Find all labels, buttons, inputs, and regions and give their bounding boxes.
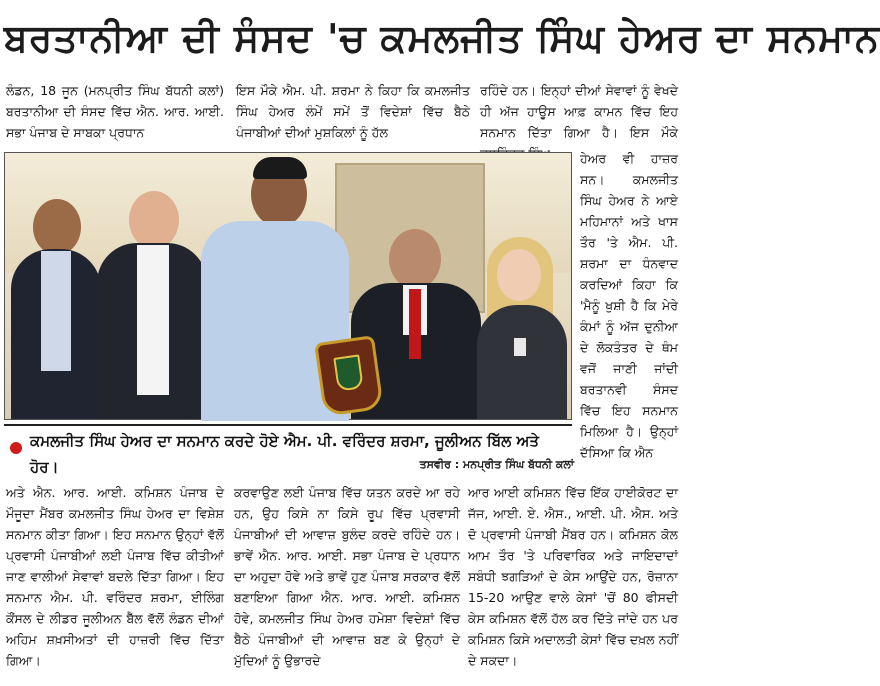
article-column-top-middle bbox=[236, 80, 470, 148]
photo-caption bbox=[4, 424, 572, 480]
article-column-bottom-middle bbox=[234, 482, 460, 680]
article-text: ਹੇਅਰ ਵੀ ਹਾਜ਼ਰ ਸਨ। ਕਮਲਜੀਤ ਸਿੰਘ ਹੇਅਰ ਨੇ ਆਏ ਮਹਿਮਾਨਾਂ ਅਤੇ ਖਾਸ ਤੌਰ 'ਤੇ ਐਮ. ਪੀ. ਸ਼ਰਮਾ ਦਾ ਧੰਨਵਾਦ ਕਰਦਿਆਂ ਕਿਹਾ ਕਿ 'ਮੈਨੂੰ ਖੁਸ਼ੀ ਹੈ ਕਿ ਮੇਰੇ ਕੰਮਾਂ ਨੂੰ ਅੱਜ ਦੁਨੀਆ ਦੇ ਲੋਕਤੰਤਰ ਦੇ ਥੰਮ ਵਜੋਂ ਜਾਣੀ ਜਾਂਦੀ ਬਰਤਾਨਵੀ ਸੰਸਦ ਵਿੱਚ ਇਹ ਸਨਮਾਨ ਮਿਲਿਆ ਹੈ। ਉਨ੍ਹਾਂ ਦੱਸਿਆ ਕਿ ਐਨ bbox=[580, 151, 678, 460]
article-column-top-left bbox=[6, 80, 224, 148]
article-column-top-right bbox=[480, 80, 678, 148]
article-text: ਅਤੇ ਐਨ. ਆਰ. ਆਈ. ਕਮਿਸ਼ਨ ਪੰਜਾਬ ਦੇ ਮੌਜੂਦਾ ਮੈਂਬਰ ਕਮਲਜੀਤ ਸਿੰਘ ਹੇਅਰ ਦਾ ਵਿਸ਼ੇਸ਼ ਸਨਮਾਨ ਕੀਤਾ ਗਿਆ। ਇਹ ਸਨਮਾਨ ਉਨ੍ਹਾਂ ਵੱਲੋਂ ਪ੍ਰਵਾਸੀ ਪੰਜਾਬੀਆਂ ਲਈ ਪੰਜਾਬ ਵਿੱਚ ਕੀਤੀਆਂ ਜਾਣ ਵਾਲੀਆਂ ਸੇਵਾਵਾਂ ਬਦਲੇ ਦਿੱਤਾ ਗਿਆ। ਇਹ ਸਨਮਾਨ ਐਮ. ਪੀ. ਵਰਿੰਦਰ ਸ਼ਰਮਾ, ਈਲਿੰਗ ਕੌਂਸਲ ਦੇ ਲੀਡਰ ਜੂਲੀਅਨ ਬੈੱਲ ਵੱਲੋਂ ਲੰਡਨ ਦੀਆਂ ਅਹਿਮ ਸ਼ਖ਼ਸੀਅਤਾਂ ਦੀ ਹਾਜ਼ਰੀ ਵਿੱਚ ਦਿੱਤਾ ਗਿਆ। bbox=[6, 485, 224, 668]
portcullis-crest-icon bbox=[333, 354, 363, 391]
caption-text: ਕਮਲਜੀਤ ਸਿੰਘ ਹੇਅਰ ਦਾ ਸਨਮਾਨ ਕਰਦੇ ਹੋਏ ਐਮ. ਪੀ. ਵਰਿੰਦਰ ਸ਼ਰਮਾ, ਜੂਲੀਅਨ ਬਿੱਲ ਅਤੇ ਹੋਰ। bbox=[30, 432, 539, 476]
article-text: ਲੰਡਨ, 18 ਜੂਨ (ਮਨਪ੍ਰੀਤ ਸਿੰਘ ਬੱਧਨੀ ਕਲਾਂ) ਬਰਤਾਨੀਆ ਦੀ ਸੰਸਦ ਵਿੱਚ ਐਨ. ਆਰ. ਆਈ. ਸਭਾ ਪੰਜਾਬ ਦੇ ਸਾਬਕਾ ਪ੍ਰਧਾਨ bbox=[6, 83, 224, 140]
headline: ਬਰਤਾਨੀਆ ਦੀ ਸੰਸਦ 'ਚ ਕਮਲਜੀਤ ਸਿੰਘ ਹੇਅਰ ਦਾ ਸਨਮਾਨ bbox=[4, 16, 880, 60]
photo-person-5 bbox=[473, 237, 569, 419]
award-plaque bbox=[314, 335, 384, 417]
article-text: ਰਹਿੰਦੇ ਹਨ। ਇਨ੍ਹਾਂ ਦੀਆਂ ਸੇਵਾਵਾਂ ਨੂੰ ਵੇਖਦੇ ਹੀ ਅੱਜ ਹਾਊਸ ਆਫ਼ ਕਾਮਨ ਵਿੱਚ ਇਹ ਸਨਮਾਨ ਦਿੱਤਾ ਗਿਆ ਹੈ। ਇਸ ਮੌਕੇ bbox=[480, 83, 678, 140]
caption-bullet-icon bbox=[10, 442, 22, 454]
article-column-bottom-right bbox=[468, 482, 678, 680]
article-text: ਕਰਵਾਉਣ ਲਈ ਪੰਜਾਬ ਵਿੱਚ ਯਤਨ ਕਰਦੇ ਆ ਰਹੇ ਹਨ, ਉਹ ਕਿਸੇ ਨਾ ਕਿਸੇ ਰੂਪ ਵਿੱਚ ਪ੍ਰਵਾਸੀ ਪੰਜਾਬੀਆਂ ਦੀ ਆਵਾਜ਼ ਬੁਲੰਦ ਕਰਦੇ ਰਹਿੰਦੇ ਹਨ। ਭਾਵੇਂ ਐਨ. ਆਰ. ਆਈ. ਸਭਾ ਪੰਜਾਬ ਦੇ ਪ੍ਰਧਾਨ ਦਾ ਅਹੁਦਾ ਹੋਵੇ ਅਤੇ ਭਾਵੇਂ ਹੁਣ ਪੰਜਾਬ ਸਰਕਾਰ ਵੱਲੋਂ ਬਣਾਇਆ ਗਿਆ ਐਨ. ਆਰ. ਆਈ. ਕਮਿਸ਼ਨ ਹੋਵੇ, ਕਮਲਜੀਤ ਸਿੰਘ ਹੇਅਰ ਹਮੇਸ਼ਾ ਵਿਦੇਸ਼ਾਂ ਵਿੱਚ ਬੈਠੇ ਪੰਜਾਬੀਆਂ ਦੀ ਆਵਾਜ਼ ਬਣ ਕੇ ਉਨ੍ਹਾਂ ਦੇ ਮੁੱਦਿਆਂ ਨੂੰ ਉਭਾਰਦੇ bbox=[234, 485, 460, 668]
article-text: ਆਰ ਆਈ ਕਮਿਸ਼ਨ ਵਿੱਚ ਇੱਕ ਹਾਈਕੋਰਟ ਦਾ ਜੱਜ, ਆਈ. ਏ. ਐਸ., ਆਈ. ਪੀ. ਐਸ. ਅਤੇ ਦੋ ਪ੍ਰਵਾਸੀ ਪੰਜਾਬੀ ਮੈਂਬਰ ਹਨ। ਕਮਿਸ਼ਨ ਕੋਲ ਆਮ ਤੌਰ 'ਤੇ ਪਰਿਵਾਰਿਕ ਅਤੇ ਜਾਇਦਾਦਾਂ ਸਬੰਧੀ ਝਗੜਿਆਂ ਦੇ ਕੇਸ ਆਉਂਦੇ ਹਨ, ਰੋਜ਼ਾਨਾ 15-20 ਆਉਣ ਵਾਲੇ ਕੇਸਾਂ 'ਚੋਂ 80 ਫੀਸਦੀ ਕੇਸ ਕਮਿਸ਼ਨ ਵੱਲੋਂ ਹੱਲ ਕਰ ਦਿੱਤੇ ਜਾਂਦੇ ਹਨ ਪਰ ਕਮਿਸ਼ਨ ਕਿਸੇ ਅਦਾਲਤੀ ਕੇਸਾਂ ਵਿੱਚ ਦਖ਼ਲ ਨਹੀਂ ਦੇ ਸਕਦਾ। bbox=[468, 485, 678, 668]
photo-person-2 bbox=[97, 187, 207, 419]
photo-credit: ਤਸਵੀਰ : ਮਨਪ੍ਰੀਤ ਸਿੰਘ ਬੱਧਨੀ ਕਲਾਂ bbox=[419, 458, 574, 471]
article-column-side-right bbox=[580, 148, 678, 484]
article-text: ਇਸ ਮੌਕੇ ਐਮ. ਪੀ. ਸ਼ਰਮਾ ਨੇ ਕਿਹਾ ਕਿ ਕਮਲਜੀਤ ਸਿੰਘ ਹੇਅਰ ਲੰਮੇਂ ਸਮੇਂ ਤੋਂ ਵਿਦੇਸ਼ਾਂ ਵਿੱਚ ਬੈਠੇ ਪੰਜਾਬੀਆਂ ਦੀਆਂ ਮੁਸ਼ਕਿਲਾਂ ਨੂੰ ਹੱਲ bbox=[236, 83, 470, 140]
photo-person-1 bbox=[11, 189, 101, 419]
event-photo bbox=[4, 152, 572, 420]
article-column-bottom-left bbox=[6, 482, 224, 680]
